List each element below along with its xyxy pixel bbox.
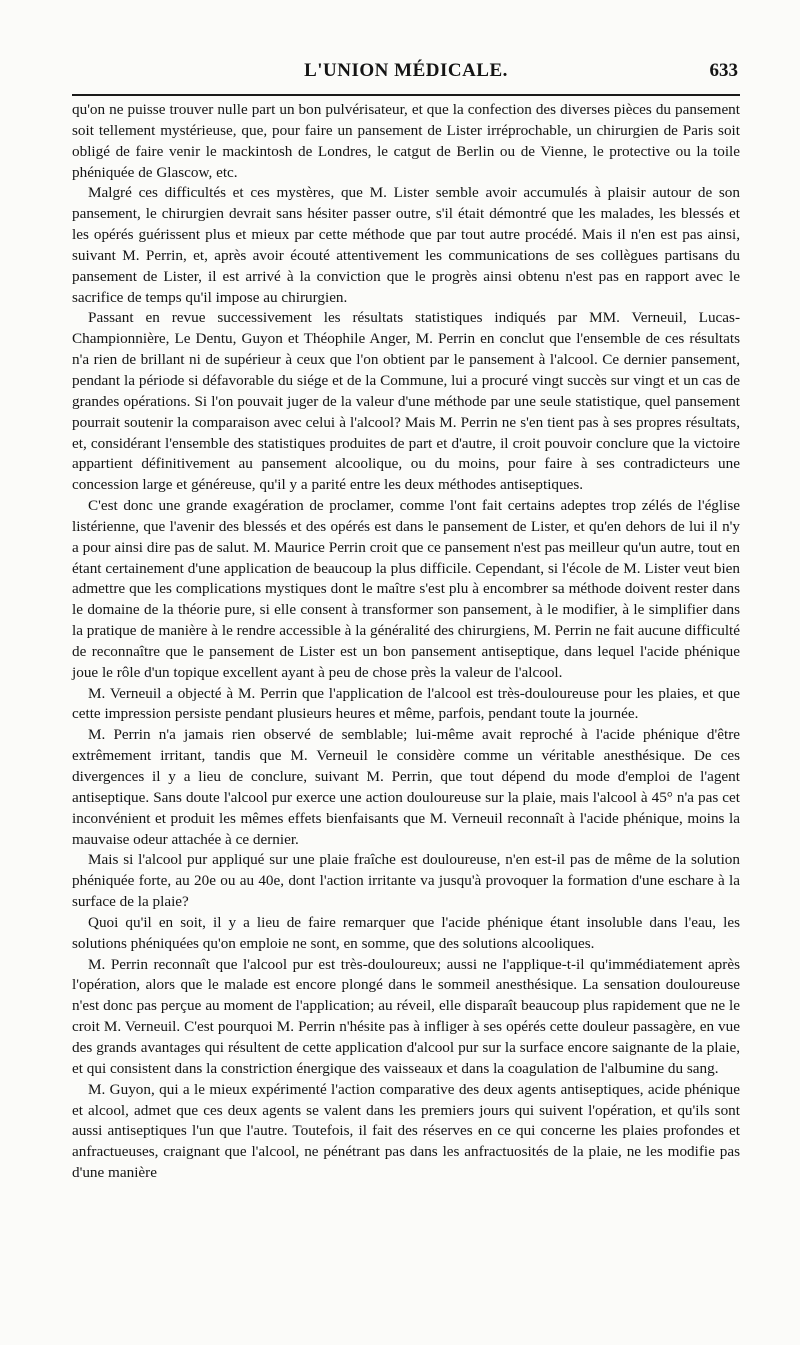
paragraph: M. Verneuil a objecté à M. Perrin que l'application de l'alcool est très-douloureuse pour les plaies, et que cette impression persiste pendant plusieurs heures et même, parfois, pendant toute la journée.	[72, 684, 740, 723]
paragraph: C'est donc une grande exagération de proclamer, comme l'ont fait certains adeptes trop zélés de l'église listérienne, que l'avenir des blessés et des opérés est dans le pansement de Lister, et qu'en dehors de lui il n'y a pour ainsi dire pas de salut. M. Maurice Perrin croit que ce pansement n'est pas meilleur qu'un autre, tout en étant certainement d'une application de beaucoup la plus difficile. Cependant, si l'école de M. Lister veut bien admettre que les complications mystiques dont le maître s'est plu à encombrer sa méthode doivent rester dans le domaine de la théorie pure, si elle consent à transformer son pansement, à le modifier, à le simplifier dans la pratique de manière à le rendre accessible à la généralité des chirurgiens, M. Perrin ne fait aucune difficulté de reconnaître que le pansement de Lister est un bon pansement antiseptique, dans lequel l'acide phénique joue le rôle d'un topique excellent ayant à peu de chose près la valeur de l'alcool.	[72, 497, 740, 681]
paragraph: Passant en revue successivement les résultats statistiques indiqués par MM. Verneuil, Lucas-Championnière, Le Dentu, Guyon et Théophile Anger, M. Perrin en conclut que l'ensemble de ces résultats n'a rien de brillant ni de supérieur à ceux que l'on obtient par le pansement à l'alcool. Ce dernier pansement, pendant la période si défavorable du siége et de la Commune, lui a procuré vingt succès sur vingt et un cas de grandes opérations. Si l'on pouvait juger de la valeur d'une méthode par une seule statistique, quel pansement pourrait soutenir la comparaison avec celui à l'alcool? Mais M. Perrin ne s'en tient pas à ses propres résultats, et, considérant l'ensemble des statistiques produites de part et d'autre, il croit pouvoir conclure que la victoire appartient définitivement au pansement alcoolique, ou du moins, pour faire à ses contradicteurs une concession large et généreuse, qu'il y a parité entre les deux méthodes antiseptiques.	[72, 309, 740, 494]
header-rule	[72, 94, 740, 96]
page-number: 633	[709, 60, 738, 81]
article-body	[72, 100, 740, 1184]
paragraph: Mais si l'alcool pur appliqué sur une plaie fraîche est douloureuse, n'en est-il pas de même de la solution phéniquée forte, au 20e ou au 40e, dont l'action irritante va jusqu'à provoquer la formation d'une eschare à la surface de la plaie?	[72, 851, 740, 911]
running-title: L'UNION MÉDICALE.	[304, 60, 508, 81]
paragraph: M. Perrin n'a jamais rien observé de semblable; lui-même avait reproché à l'acide phénique d'être extrêmement irritant, tandis que M. Verneuil le considère comme un véritable anesthésique. De ces divergences il y a lieu de conclure, suivant M. Perrin, que tout dépend du mode d'emploi de l'agent antiseptique. Sans doute l'alcool pur exerce une action douloureuse sur la plaie, mais l'alcool à 45° n'a pas cet inconvénient et produit les mêmes effets bienfaisants que M. Verneuil reconnaît à l'acide phénique, moins la mauvaise odeur attachée à ce dernier.	[72, 726, 740, 848]
paragraph: Malgré ces difficultés et ces mystères, que M. Lister semble avoir accumulés à plaisir autour de son pansement, le chirurgien devrait sans hésiter passer outre, s'il était démontré que les malades, les blessés et les opérés guérissent plus et mieux par cette méthode que par tout autre procédé. Mais il n'en est pas ainsi, suivant M. Perrin, et, après avoir écouté attentivement les communications de ses collègues partisans du pansement de Lister, il est arrivé à la conviction que le progrès ainsi obtenu n'est pas en rapport avec le sacrifice de temps qu'il impose au chirurgien.	[72, 184, 740, 306]
paragraph: qu'on ne puisse trouver nulle part un bon pulvérisateur, et que la confection des diverses pièces du pansement soit tellement mystérieuse, que, pour faire un pansement de Lister irréprochable, un chirurgien de Paris soit obligé de faire venir le mackintosh de Londres, le catgut de Berlin ou de Vienne, le protective ou la toile phéniquée de Glascow, etc.	[72, 101, 740, 181]
page-header	[72, 58, 740, 86]
paragraph: Quoi qu'il en soit, il y a lieu de faire remarquer que l'acide phénique étant insoluble dans l'eau, les solutions phéniquées qu'on emploie ne sont, en somme, que des solutions alcooliques.	[72, 913, 740, 952]
paragraph: M. Guyon, qui a le mieux expérimenté l'action comparative des deux agents antiseptiques, acide phénique et alcool, admet que ces deux agents se valent dans les premiers jours qui suivent l'opération, et qu'ils sont aussi antiseptiques l'un que l'autre. Toutefois, il fait des réserves en ce qui concerne les plaies profondes et anfractueuses, craignant que l'alcool, ne pénétrant pas dans les anfractuosités de la plaie, ne les modifie pas d'une manière	[72, 1080, 740, 1182]
paragraph: M. Perrin reconnaît que l'alcool pur est très-douloureux; aussi ne l'applique-t-il qu'immédiatement après l'opération, alors que le malade est encore plongé dans le sommeil anesthésique. La sensation douloureuse n'est donc pas perçue au moment de l'application; au réveil, elle disparaît beaucoup plus rapidement que ne le croit M. Verneuil. C'est pourquoi M. Perrin n'hésite pas à infliger à ses opérés cette douleur passagère, en vue des grands avantages qui résultent de cette application d'alcool pur sur la surface encore saignante de la plaie, et qui consistent dans la constriction énergique des vaisseaux et dans la coagulation de l'albumine du sang.	[72, 955, 740, 1077]
